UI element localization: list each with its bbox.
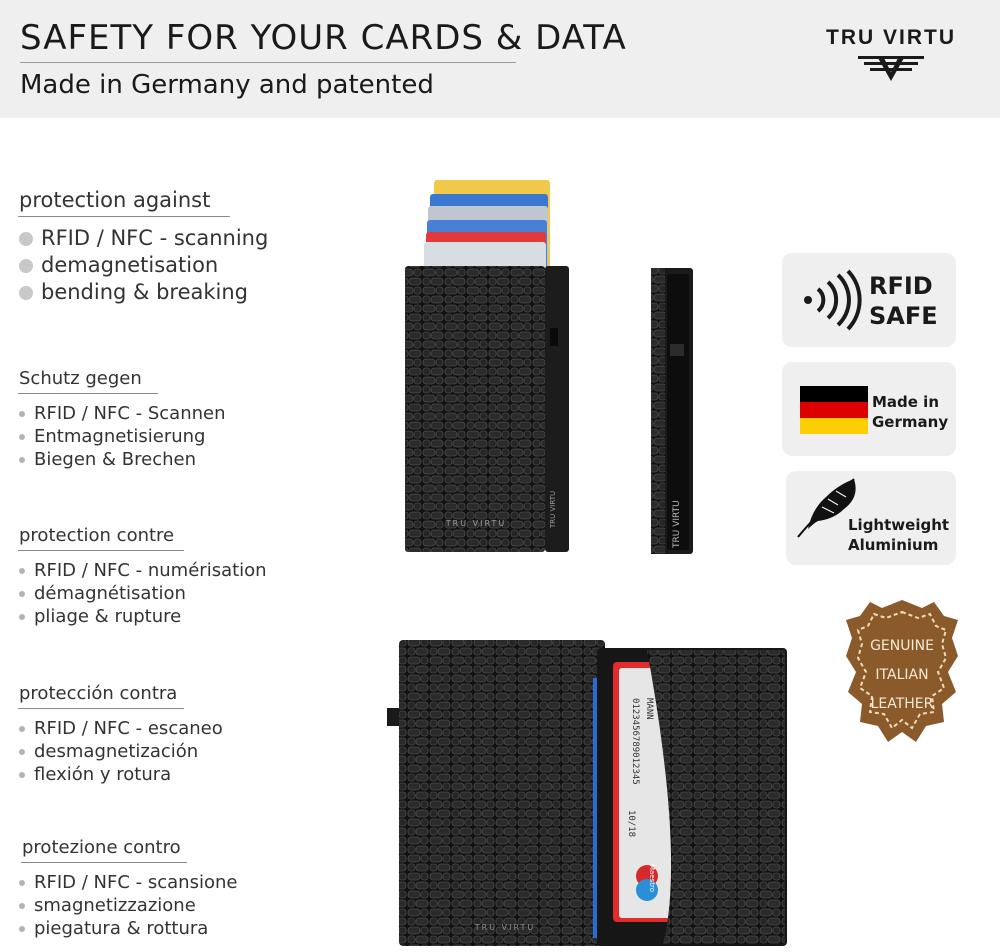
wallet-front-image [400, 178, 580, 556]
list-item: RFID / NFC - escaneo [18, 717, 223, 740]
bullet-icon [19, 726, 25, 732]
wallet-open-slider [387, 708, 399, 726]
bullet-icon [19, 259, 33, 273]
wallet-side-print: TRU VIRTU [672, 500, 682, 548]
lang-block-en [18, 188, 268, 306]
lang-block-it [18, 837, 237, 940]
list-item: smagnetizzazione [18, 894, 237, 917]
list-item: piegatura & rottura [18, 917, 237, 940]
wallet-open-image [385, 638, 791, 950]
lang-title-en: protection against [19, 188, 211, 212]
wallet-side-image [645, 266, 699, 556]
brand-logo [802, 26, 980, 82]
card-brand: Maestro [648, 864, 656, 893]
lang-list-de [18, 402, 226, 471]
lang-divider [18, 708, 184, 709]
list-item: bending & breaking [18, 279, 268, 306]
lang-title-de: Schutz gegen [19, 368, 142, 389]
wallet-side-leather [651, 268, 665, 554]
list-item: desmagnetización [18, 740, 223, 763]
wallet-side-button [670, 344, 684, 356]
lang-list-es [18, 717, 223, 786]
brand-emblem-icon [856, 54, 926, 82]
list-item: RFID / NFC - Scannen [18, 402, 226, 425]
badge-aluminium-text: Lightweight Aluminium [848, 516, 950, 554]
list-item: flexión y rotura [18, 763, 223, 786]
badge-rfid-safe [782, 253, 956, 347]
list-item: demagnetisation [18, 252, 268, 279]
lang-list-fr [18, 559, 267, 628]
badge-lightweight-aluminium [786, 471, 956, 565]
bullet-icon [19, 772, 25, 778]
bullet-icon [19, 903, 25, 909]
wallet-case-print: TRU VIRTU [549, 490, 557, 528]
wallet-slider-button [550, 328, 558, 346]
lang-block-de [18, 368, 226, 471]
badge-leather-text: GENUINE ITALIAN LEATHER [870, 638, 934, 712]
bullet-icon [19, 434, 25, 440]
bullet-icon [19, 568, 25, 574]
bullet-icon [19, 411, 25, 417]
badge-made-in-germany [782, 362, 956, 456]
bullet-icon [19, 749, 25, 755]
german-flag-icon [800, 386, 868, 434]
header-banner [0, 0, 1000, 118]
card-number: 0123456789012345 [630, 698, 640, 785]
card-holder-name: MANN [644, 698, 654, 720]
bullet-icon [19, 286, 33, 300]
lang-title-it: protezione contro [22, 837, 181, 858]
page-title: SAFETY FOR YOUR CARDS & DATA [20, 18, 627, 58]
title-divider [20, 62, 516, 63]
badge-germany-text: Made in Germany [872, 393, 949, 431]
lang-divider [18, 216, 230, 217]
list-item: Entmagnetisierung [18, 425, 226, 448]
list-item: démagnétisation [18, 582, 267, 605]
lang-title-es: protección contra [19, 683, 178, 704]
list-item: RFID / NFC - numérisation [18, 559, 267, 582]
lang-divider [18, 550, 184, 551]
wallet-open-left-panel [399, 640, 605, 946]
bullet-icon [19, 614, 25, 620]
card-expiry: 10/18 [626, 810, 636, 838]
bullet-icon [19, 880, 25, 886]
brand-name: TRU VIRTU [826, 26, 956, 49]
lang-divider [18, 393, 158, 394]
bullet-icon [19, 232, 33, 246]
list-item: RFID / NFC - scanning [18, 225, 268, 252]
list-item: RFID / NFC - scansione [18, 871, 237, 894]
wallet-leather-front [405, 266, 545, 552]
badge-genuine-italian-leather [844, 598, 960, 744]
page-subtitle: Made in Germany and patented [20, 70, 434, 100]
lang-title-fr: protection contre [19, 525, 175, 546]
rfid-waves-icon [802, 269, 864, 331]
badge-rfid-text: RFID SAFE [869, 272, 938, 330]
lang-block-fr [18, 525, 267, 628]
wallet-open-print: TRU VIRTU [474, 923, 536, 932]
lang-block-es [18, 683, 223, 786]
bullet-icon [19, 926, 25, 932]
list-item: pliage & rupture [18, 605, 267, 628]
list-item: Biegen & Brechen [18, 448, 226, 471]
bullet-icon [19, 591, 25, 597]
lang-list-en [18, 225, 268, 306]
wallet-front-print: TRU VIRTU [445, 519, 507, 528]
lang-divider [21, 862, 187, 863]
lang-list-it [18, 871, 237, 940]
bullet-icon [19, 457, 25, 463]
